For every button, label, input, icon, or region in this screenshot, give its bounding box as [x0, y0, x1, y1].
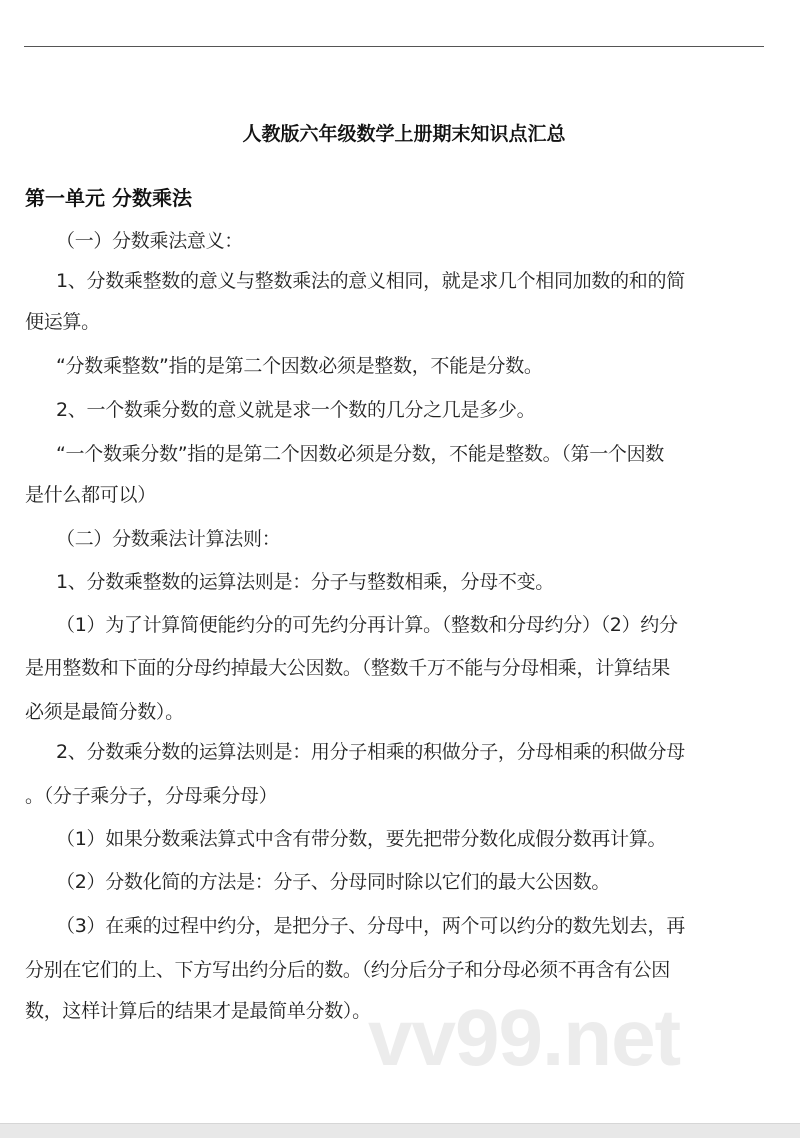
paragraph-line: 便运算。	[25, 311, 100, 333]
paragraph-line: 1、分数乘整数的运算法则是：分子与整数相乘，分母不变。	[56, 571, 554, 593]
paragraph-line: 1、分数乘整数的意义与整数乘法的意义相同，就是求几个相同加数的和的简	[56, 270, 685, 292]
paragraph-line: 2、分数乘分数的运算法则是：用分子相乘的积做分子，分母相乘的积做分母	[56, 741, 685, 763]
watermark: vv99.net	[368, 993, 681, 1082]
page-bottom-edge	[0, 1123, 800, 1138]
paragraph-line: 分别在它们的上、下方写出约分后的数。（约分后分子和分母必须不再含有公因	[25, 959, 671, 981]
section-heading-rules: （二）分数乘法计算法则：	[56, 528, 281, 550]
paragraph-line: 数，这样计算后的结果才是最简单分数）。	[25, 1000, 371, 1022]
paragraph-line: “一个数乘分数”指的是第二个因数必须是分数，不能是整数。（第一个因数	[56, 443, 664, 465]
paragraph-line: （2）分数化简的方法是：分子、分母同时除以它们的最大公因数。	[56, 871, 611, 893]
paragraph-line: （1）为了计算简便能约分的可先约分再计算。（整数和分母约分）（2）约分	[56, 614, 678, 636]
paragraph-line: 是用整数和下面的分母约掉最大公因数。（整数千万不能与分母相乘，计算结果	[25, 657, 671, 679]
paragraph-line: 2、一个数乘分数的意义就是求一个数的几分之几是多少。	[56, 399, 536, 421]
paragraph-line: “分数乘整数”指的是第二个因数必须是整数，不能是分数。	[56, 355, 543, 377]
paragraph-line: （1）如果分数乘法算式中含有带分数，要先把带分数化成假分数再计算。	[56, 828, 667, 850]
document-title: 人教版六年级数学上册期末知识点汇总	[242, 123, 566, 145]
unit-heading: 第一单元 分数乘法	[25, 186, 192, 210]
paragraph-line: （3）在乘的过程中约分，是把分子、分母中，两个可以约分的数先划去，再	[56, 915, 685, 937]
paragraph-line: 。（分子乘分子，分母乘分母）	[25, 785, 278, 807]
paragraph-line: 必须是最简分数）。	[25, 701, 184, 723]
paragraph-line: 是什么都可以）	[25, 484, 156, 506]
header-rule	[24, 46, 764, 47]
section-heading-meaning: （一）分数乘法意义：	[56, 230, 244, 252]
